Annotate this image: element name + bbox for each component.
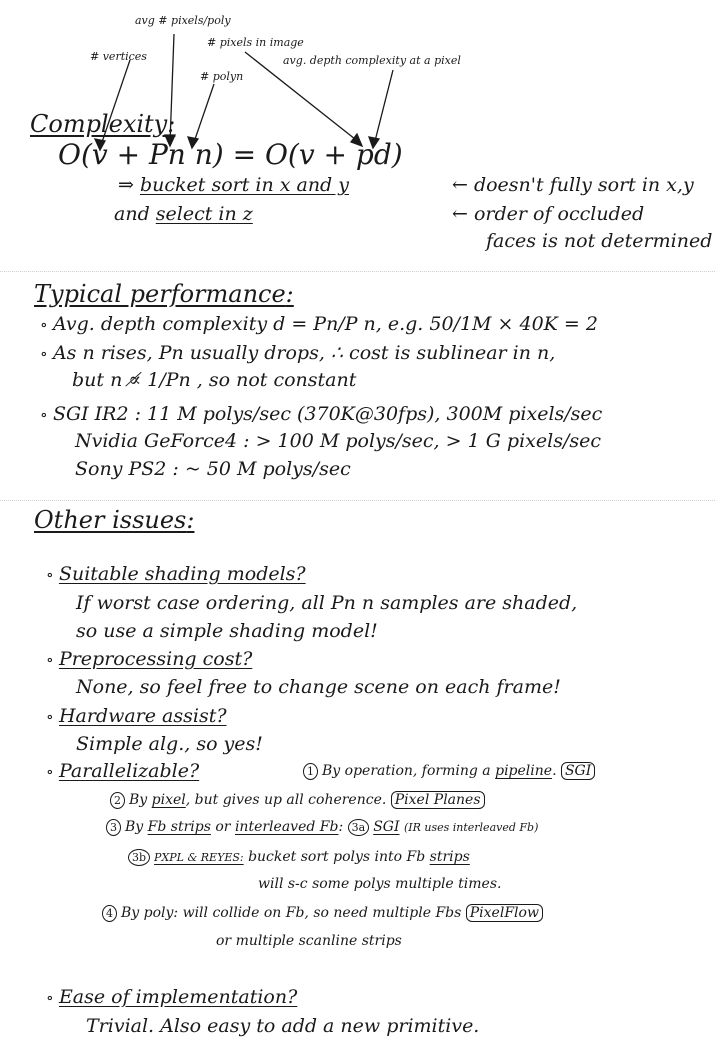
select-in-z-text: select in z	[155, 203, 253, 225]
complexity-note-2a: ← order of occluded	[452, 203, 645, 225]
sgi-box: SGI	[561, 762, 595, 780]
performance-bullet-1: ∘ Avg. depth complexity d = Pn/P n, e.g. 50/1M × 40K = 2	[40, 313, 598, 335]
issue-shading-line-2: so use a simple shading model!	[76, 620, 378, 642]
implies-symbol: ⇒	[118, 174, 134, 196]
issue-preprocessing-head: ∘ Preprocessing cost?	[46, 648, 253, 670]
issue-ease-line-1: Trivial. Also easy to add a new primitive.	[86, 1015, 480, 1037]
parallel-option-3b-cont: will s-c some polys multiple times.	[258, 876, 502, 892]
complexity-note-1: ← doesn't fully sort in x,y	[452, 174, 694, 196]
issue-hardware-head: ∘ Hardware assist?	[46, 705, 227, 727]
performance-heading: Typical performance:	[34, 280, 294, 308]
complexity-heading: Complexity:	[30, 110, 176, 138]
number-circle: 2	[110, 792, 125, 809]
number-circle: 3b	[128, 849, 150, 866]
number-circle: 3a	[348, 819, 370, 836]
parallel-option-4-cont: or multiple scanline strips	[216, 933, 402, 949]
issue-shading-line-1: If worst case ordering, all Pn n samples are shaded,	[76, 592, 578, 614]
issue-preprocessing-line-1: None, so feel free to change scene on each frame!	[76, 676, 561, 698]
annotation-polygons: # polyn	[200, 70, 244, 83]
number-circle: 4	[102, 905, 117, 922]
issue-hardware-line-1: Simple alg., so yes!	[76, 733, 263, 755]
arrow-polygons	[193, 84, 214, 145]
number-circle: 3	[106, 819, 121, 836]
annotation-pixels-in-image: # pixels in image	[207, 36, 304, 49]
complexity-line-2: and select in z	[114, 203, 253, 225]
parallel-option-3: 3 By Fb strips or interleaved Fb: 3a SGI (IR uses interleaved Fb)	[106, 819, 538, 836]
complexity-formula: O(v + Pn n) = O(v + pd)	[58, 138, 403, 171]
performance-sony-line: Sony PS2 : ~ 50 M polys/sec	[75, 458, 351, 480]
complexity-note-2b: faces is not determined	[486, 230, 713, 252]
issue-parallel-head: ∘ Parallelizable?	[46, 760, 200, 782]
arrow-depth-complexity	[374, 70, 393, 145]
annotation-avg-pixels-per-poly: avg # pixels/poly	[135, 14, 231, 27]
issue-shading-head: ∘ Suitable shading models?	[46, 563, 306, 585]
parallel-option-3b: 3b PXPL & REYES: bucket sort polys into Fb strips	[128, 849, 470, 866]
performance-nvidia-line: Nvidia GeForce4 : > 100 M polys/sec, > 1 G pixels/sec	[75, 430, 601, 452]
performance-bullet-2-cont: but n ∝̸ 1/Pn , so not constant	[72, 369, 357, 391]
performance-bullet-3: ∘ SGI IR2 : 11 M polys/sec (370K@30fps), 300M pixels/sec	[40, 403, 603, 425]
parallel-option-1: 1 By operation, forming a pipeline. SGI	[303, 763, 595, 780]
pixel-planes-box: Pixel Planes	[391, 791, 485, 809]
issue-ease-head: ∘ Ease of implementation?	[46, 986, 298, 1008]
annotation-vertices: # vertices	[90, 50, 147, 63]
performance-bullet-2: ∘ As n rises, Pn usually drops, ∴ cost is sublinear in n,	[40, 342, 556, 364]
other-issues-heading: Other issues:	[34, 506, 195, 534]
annotation-avg-depth-complexity: avg. depth complexity at a pixel	[283, 54, 461, 67]
bucket-sort-text: bucket sort in x and y	[139, 174, 349, 196]
complexity-line-1	[118, 174, 349, 196]
number-circle: 1	[303, 763, 318, 780]
parallel-option-2: 2 By pixel, but gives up all coherence. Pixel Planes	[110, 792, 485, 809]
parallel-option-4: 4 By poly: will collide on Fb, so need multiple Fbs PixelFlow	[102, 905, 543, 922]
pixelflow-box: PixelFlow	[466, 904, 543, 922]
